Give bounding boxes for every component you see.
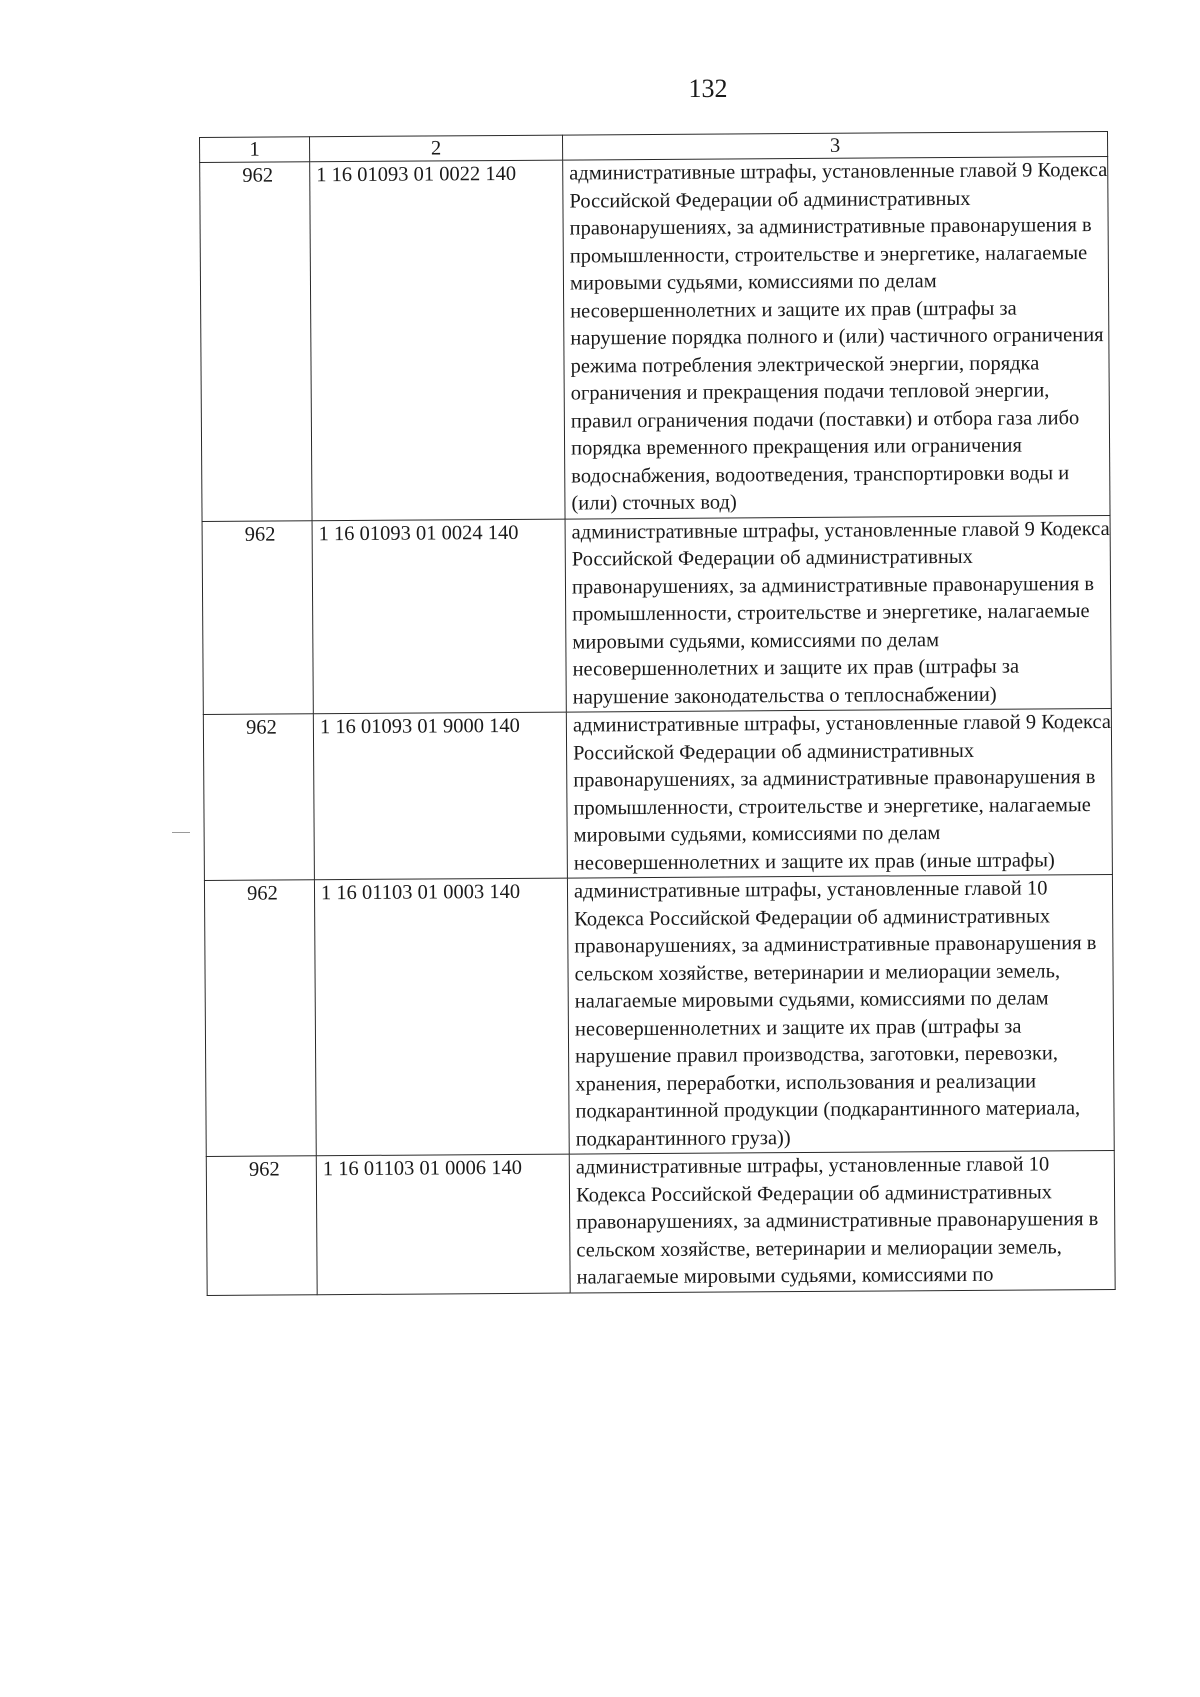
- header-col-3: 3: [562, 131, 1107, 160]
- page-number: 132: [688, 74, 728, 103]
- table-row: [204, 874, 1114, 1156]
- budget-codes-table: [199, 131, 1116, 1296]
- header-col-2: 2: [310, 135, 563, 162]
- budget-code-cell: 1 16 01093 01 9000 140: [313, 712, 567, 880]
- budget-code-cell: 1 16 01093 01 0022 140: [310, 160, 565, 520]
- header-col-1: 1: [200, 137, 310, 163]
- budget-code-cell: 1 16 01093 01 0024 140: [312, 519, 566, 714]
- budget-code-cell: 1 16 01103 01 0006 140: [316, 1154, 570, 1294]
- scan-artifact: [172, 832, 190, 833]
- description-cell: административные штрафы, установленные главой 9 Кодекса Российской Федерации об административных правонарушениях, за административные правонарушения в промышленности, строительстве и энергетике, налагаемые мировыми судьями, комиссиями по делам несовершеннолетних и защите их прав (иные штрафы): [566, 708, 1112, 878]
- description-cell: административные штрафы, установленные главой 9 Кодекса Российской Федерации об административных правонарушениях, за административные правонарушения в промышленности, строительстве и энергетике, налагаемые мировыми судьями, комиссиями по делам несовершеннолетних и защите их прав (штрафы за нарушение законодательства о теплоснабжении): [565, 515, 1111, 712]
- budget-code-cell: 1 16 01103 01 0003 140: [314, 878, 569, 1156]
- admin-code-cell: 962: [203, 714, 314, 881]
- table-body: [200, 156, 1115, 1294]
- description-cell: административные штрафы, установленные главой 9 Кодекса Российской Федерации об административных правонарушениях, за административные правонарушения в промышленности, строительстве и энергетике, налагаемые мировыми судьями, комиссиями по делам несовершеннолетних и защите их прав (штрафы за нарушение порядка полного и (или) частичного ограничения режима потребления электрической энергии, порядка ограничения и прекращения подачи тепловой энергии, правил ограничения подачи (поставки) и отбора газа либо порядка временного прекращения или ограничения водоснабжения, водоотведения, транспортировки воды и (или) сточных вод): [563, 156, 1110, 518]
- table-row: [202, 515, 1111, 715]
- table-row: [203, 708, 1112, 880]
- table-row: [200, 156, 1110, 521]
- admin-code-cell: 962: [204, 880, 316, 1157]
- admin-code-cell: 962: [200, 162, 312, 521]
- description-cell: административные штрафы, установленные главой 10 Кодекса Российской Федерации об административных правонарушениях, за административные правонарушения в сельском хозяйстве, ветеринарии и мелиорации земель, налагаемые мировыми судьями, комиссиями по делам несовершеннолетних и защите их прав (штрафы за нарушение правил производства, заготовки, перевозки, хранения, переработки, использования и реализации подкарантинной продукции (подкарантинного материала, подкарантинного груза)): [567, 874, 1114, 1154]
- description-cell: административные штрафы, установленные главой 10 Кодекса Российской Федерации об административных правонарушениях, за административные правонарушения в сельском хозяйстве, ветеринарии и мелиорации земель, налагаемые мировыми судьями, комиссиями по: [569, 1150, 1115, 1292]
- table-row: [206, 1150, 1115, 1295]
- admin-code-cell: 962: [202, 520, 313, 714]
- admin-code-cell: 962: [206, 1156, 317, 1295]
